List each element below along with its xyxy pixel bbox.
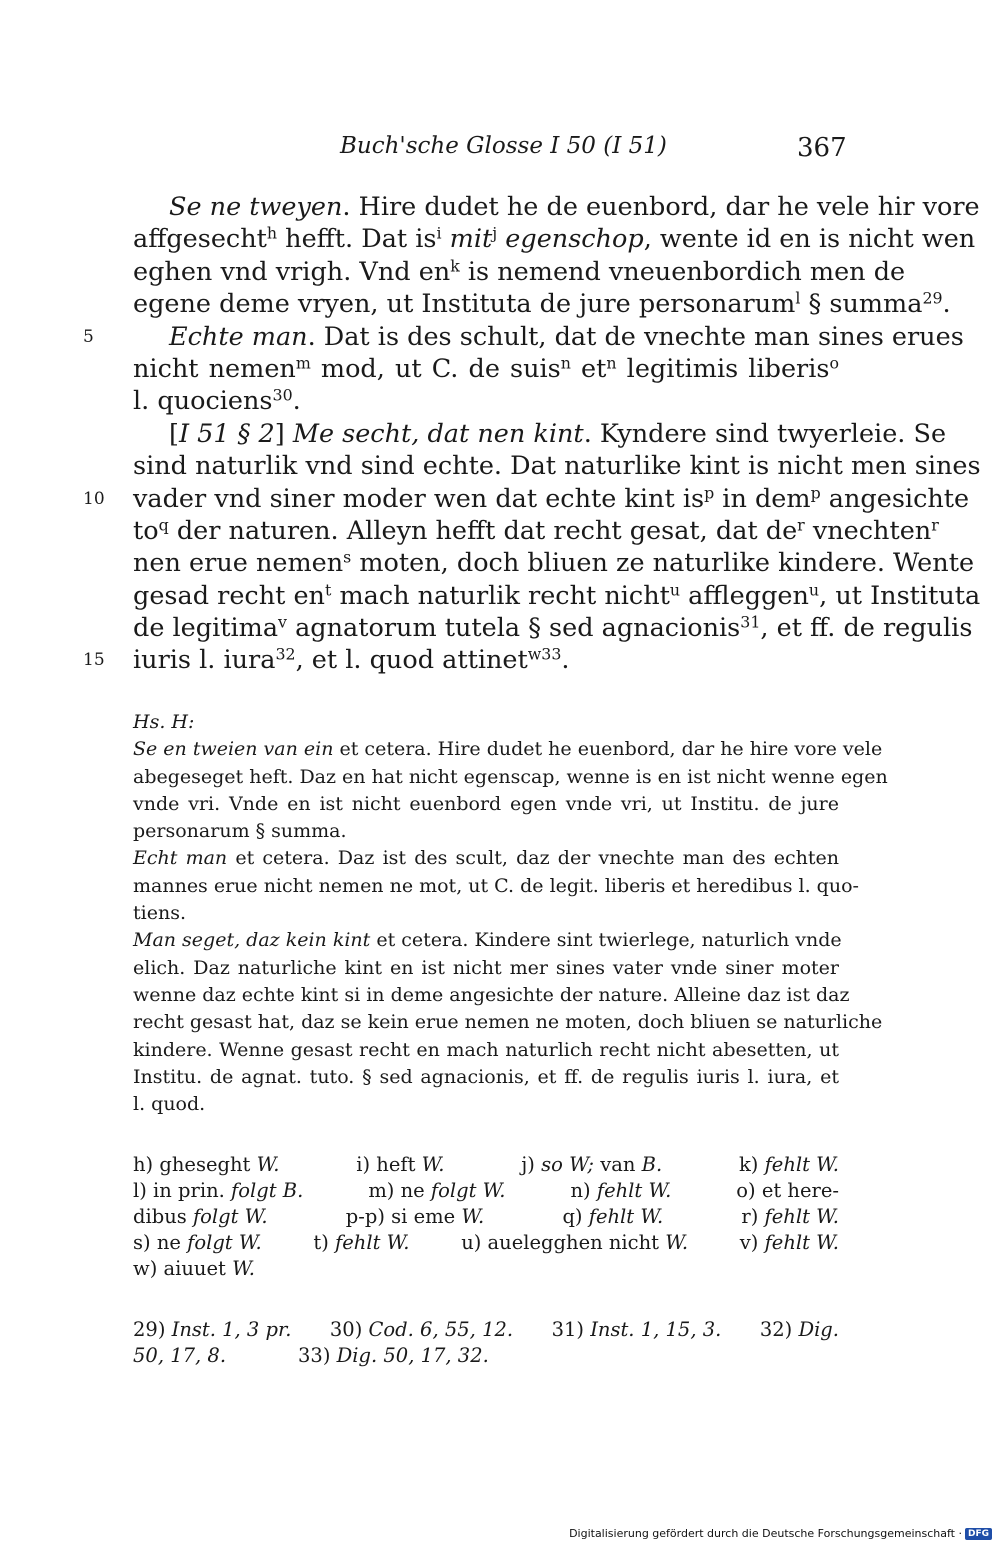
text-line: Se ne tweyen. Hire dudet he de euenbord, dar he vele hir vore <box>169 192 980 222</box>
text-line: sind naturlik vnd sind echte. Dat naturlike kint is nicht men sines <box>133 451 981 482</box>
text-line: egene deme vryen, ut Instituta de jure personarum$^l$ § summa$^{29}$. <box>133 288 951 320</box>
text-line: Se en tweien van ein et cetera. Hire dudet he euenbord, dar he hire vore vele <box>133 738 883 761</box>
text-line: eghen vnd vrigh. Vnd $en^k$ is nemend vneuenbordich men de <box>133 256 906 287</box>
page-number: 367 <box>797 133 847 163</box>
line-number: 10 <box>83 488 105 509</box>
text-line: de legitima$^v$ agnatorum tutela § sed agnacionis$^{31}$, et ff. de regulis <box>133 612 973 644</box>
source-notes <box>133 1317 839 1369</box>
text-line: [I 51 § 2] Me secht, dat nen kint. Kyndere sind twyerleie. Se <box>169 418 947 449</box>
section-label: Hs. H: <box>133 711 195 733</box>
note-row: w) aiuuet W. <box>133 1257 255 1280</box>
text-line: vnde vri. Vnde en ist nicht euenbord egen vnde vri, ut Institu. de jure <box>133 792 839 815</box>
line-number: 5 <box>83 326 94 347</box>
text-line: 10 vader vnd siner moder wen dat echte kint $is^p$ in dem$^p$ angesichte <box>83 482 970 514</box>
text-line: mannes erue nicht nemen ne mot, ut C. de legit. liberis et heredibus l. quo- <box>133 874 859 897</box>
text-line: abegeseget heft. Daz en hat nicht egenscap, wenne is en ist nicht wenne egen <box>133 765 888 788</box>
text-line: l. quociens$^{30}$. <box>133 385 301 417</box>
text-line: Man seget, daz kein kint et cetera. Kindere sint twierlege, naturlich vnde <box>133 929 842 952</box>
text-line: nen erue nemen$^s$ moten, doch bliuen ze naturlike kindere. Wente <box>133 547 975 579</box>
text-line: recht gesast hat, daz se kein erue nemen ne moten, doch bliuen se naturliche <box>133 1011 883 1034</box>
note-row: l) in prin. folgt B. m) ne folgt W. n) fehlt W. o) et here- <box>133 1179 839 1202</box>
text-line: tiens. <box>133 902 186 925</box>
text-line: elich. Daz naturliche kint en ist nicht mer sines vater vnde siner moter <box>133 956 839 979</box>
apparatus-notes <box>133 1152 839 1282</box>
text-line: nicht nemen$^m$ mod, ut C. de suis$^n$ $et^n$ legitimis liberis$^o$ <box>133 353 839 384</box>
text-line: l. quod. <box>133 1093 206 1116</box>
running-header-title: Buch'sche Glosse I 50 (I 51) <box>340 133 667 159</box>
text-line: affgesecht$^h$ hefft. Dat $is^i$ mit$^j$ egenschop, wente id en is nicht wen <box>133 223 976 255</box>
text-line: Echt man et cetera. Daz ist des scult, daz der vnechte man des echten <box>133 847 839 870</box>
text-line: 5 Echte man. Dat is des schult, dat de vnechte man sines erues <box>83 321 964 352</box>
note-row: 29) Inst. 1, 3 pr. 30) Cod. 6, 55, 12. 31) Inst. 1, 15, 3. 32) Dig. <box>133 1318 839 1341</box>
note-row: s) ne folgt W. t) fehlt W. u) auelegghen nicht W. v) fehlt W. <box>133 1231 839 1254</box>
main-text <box>83 191 981 677</box>
footer-text: Digitalisierung gefördert durch die Deutsche Forschungsgemeinschaft · <box>569 1527 962 1540</box>
text-line: $to^q$ der naturen. Alleyn hefft dat recht gesat, dat $de^r$ vnechten$^r$ <box>133 515 939 546</box>
text-line: personarum § summa. <box>133 820 347 843</box>
text-line: Institu. de agnat. tuto. § sed agnacionis, et ff. de regulis iuris l. iura, et <box>133 1065 839 1088</box>
text-line: kindere. Wenne gesast recht en mach naturlich recht nicht abesetten, ut <box>133 1038 839 1061</box>
text-line: 15 iuris l. iura$^{32}$, et l. quod attinet$^{w33}$. <box>83 644 570 676</box>
text-line: gesad recht $en^t$ mach naturlik recht nicht$^u$ affleggen$^u$, ut Instituta <box>133 580 981 611</box>
note-row: 50, 17, 8. 33) Dig. 50, 17, 32. <box>133 1344 489 1367</box>
line-number: 15 <box>83 650 105 671</box>
dfg-logo-icon: DFG <box>965 1528 992 1540</box>
note-row: h) gheseght W. i) heft W. j) so W; van B. k) fehlt W. <box>133 1153 839 1176</box>
note-row: dibus folgt W. p-p) si eme W. q) fehlt W. r) fehlt W. <box>133 1205 839 1228</box>
text-line: wenne daz echte kint si in deme angesichte der nature. Alleine daz ist daz <box>133 983 850 1006</box>
digitization-footer <box>569 1527 992 1540</box>
manuscript-h-section <box>133 709 888 1118</box>
